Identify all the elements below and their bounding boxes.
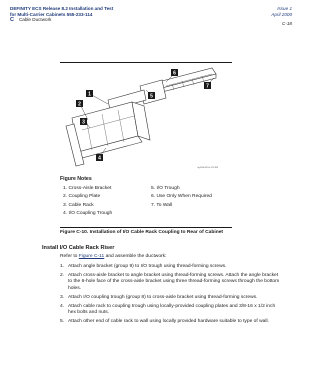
step-item <box>60 295 280 301</box>
figure-top-rule <box>60 62 232 63</box>
callout-4-label: 4 <box>98 155 101 162</box>
figure-link[interactable]: Figure C-11 <box>78 254 105 259</box>
callout-1-label: 1 <box>88 91 91 98</box>
step-number: 3. <box>60 294 65 300</box>
note-item: 2. Coupling Plate <box>63 194 101 200</box>
figure-notes-left <box>63 185 155 219</box>
step-number: 2. <box>60 273 65 279</box>
art-id: fig2006 RCG 071399 <box>197 167 218 169</box>
note-item: 5. I/O Trough <box>151 186 180 191</box>
header-left <box>10 6 113 24</box>
section-letter: C <box>10 17 14 24</box>
section-heading <box>10 17 113 24</box>
step-list <box>60 264 280 329</box>
step-text: Attach angle bracket (group 9) to I/O trough using thread-forming screws. <box>68 264 227 269</box>
step-number: 4. <box>60 304 65 310</box>
figure-notes-title: Figure Notes <box>60 176 92 182</box>
callout-5-label: 5 <box>150 93 153 100</box>
step-number: 1. <box>60 264 65 269</box>
intro-suffix: and assemble the ductwork: <box>105 254 167 259</box>
callout-2-label: 2 <box>78 101 81 108</box>
figure-caption: Figure C-10. Installation of I/O Cable Rack Coupling to Rear of Cabinet <box>60 230 224 235</box>
section-title: Install I/O Cable Rack Riser <box>42 245 115 251</box>
step-text: Attach other end of cable rack to wall using locally provided hardware suitable to type of wall. <box>68 319 269 325</box>
step-item <box>60 264 280 270</box>
callout-7-label: 7 <box>206 83 209 90</box>
doc-title-line2: for Multi-Carrier Cabinets 555-233-114 <box>10 11 93 17</box>
cable-rack-illustration <box>62 66 220 170</box>
step-text: Attach cross-aisle bracket to angle bracket using thread-forming screws. Attach the angle bracket to the 6-hole face of the cross-aisle bracket using three thread-forming screws through the bottom holes. <box>68 273 280 291</box>
note-item: 4. I/O Coupling Trough <box>63 211 113 217</box>
figure-notes-right <box>151 185 243 210</box>
figure-bottom-rule <box>60 227 232 228</box>
callout-3-label: 3 <box>82 119 85 126</box>
step-item <box>60 319 280 325</box>
step-number: 5. <box>60 319 65 325</box>
section-intro <box>60 254 167 259</box>
callout-6-label: 6 <box>173 70 176 77</box>
note-item: 7. To Wall <box>151 202 173 208</box>
doc-title-line1: DEFINITY ECS Release 8.2 Installation and Test <box>10 6 114 11</box>
issue-label: Issue 1 <box>277 6 292 11</box>
note-item: 6. Use Only When Required <box>151 194 212 200</box>
header-right <box>271 6 292 27</box>
note-item: 1. Cross-Aisle Bracket <box>63 186 112 191</box>
step-item <box>60 304 280 316</box>
step-text: Attach cable rack to coupling trough using locally-provided coupling plates and 3/8-16 x 1/2 inch hex bolts and nuts. <box>68 304 276 316</box>
intro-prefix: Refer to <box>60 254 78 259</box>
page-number: C-18 <box>282 21 292 27</box>
step-text: Attach I/O coupling trough (group 8) to cross-aisle bracket using thread-forming screws. <box>68 294 258 300</box>
issue-date: April 2000 <box>271 11 292 17</box>
section-name: Cable Ductwork <box>18 17 52 23</box>
note-item: 3. Cable Rack <box>63 202 94 208</box>
step-item <box>60 273 280 292</box>
